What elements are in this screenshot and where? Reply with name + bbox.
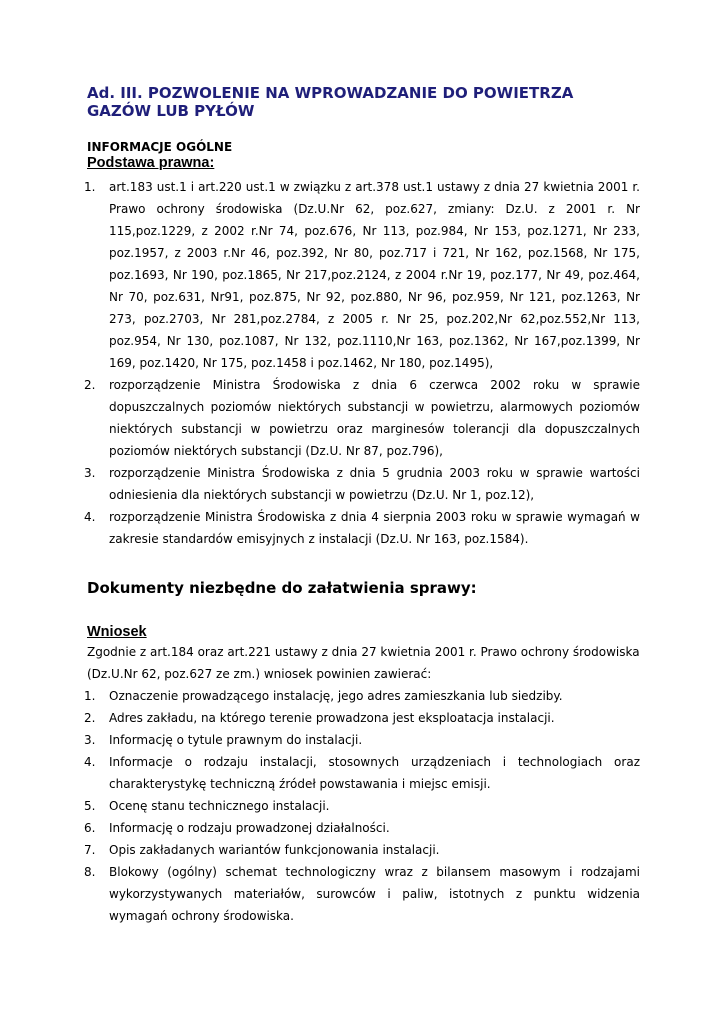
list-text: rozporządzenie Ministra Środowiska z dnia 5 grudnia 2003 roku w sprawie wartości odniesienia dla niektórych substancji w powietrzu (Dz.U. Nr 1, poz.12), <box>109 466 640 502</box>
list-item <box>84 729 640 751</box>
list-number: 1. <box>84 689 96 703</box>
list-item <box>84 462 640 506</box>
list-item <box>84 176 640 374</box>
list-text: Informacje o rodzaju instalacji, stosownych urządzeniach i technologiach oraz charakterystykę techniczną źródeł powstawania i miejsc emisji. <box>109 755 640 791</box>
list-number: 3. <box>84 466 96 480</box>
list-number: 3. <box>84 733 96 747</box>
list-text: Adres zakładu, na którego terenie prowadzona jest eksploatacja instalacji. <box>109 711 555 725</box>
list-item <box>84 707 640 729</box>
list-item <box>84 839 640 861</box>
list-item <box>84 506 640 550</box>
list-item <box>84 795 640 817</box>
application-intro: Zgodnie z art.184 oraz art.221 ustawy z dnia 27 kwietnia 2001 r. Prawo ochrony środowiska (Dz.U.Nr 62, poz.627 ze zm.) wniosek powinien zawierać: <box>87 645 640 681</box>
list-number: 6. <box>84 821 96 835</box>
list-text: Ocenę stanu technicznego instalacji. <box>109 799 330 813</box>
document-content <box>84 84 640 927</box>
list-number: 1. <box>84 180 96 194</box>
list-text: Opis zakładanych wariantów funkcjonowania instalacji. <box>109 843 440 857</box>
document-title <box>87 84 640 120</box>
list-number: 2. <box>84 711 96 725</box>
list-number: 5. <box>84 799 96 813</box>
document-title-line2: GAZÓW LUB PYŁÓW <box>87 102 255 120</box>
list-text: rozporządzenie Ministra Środowiska z dnia 6 czerwca 2002 roku w sprawie dopuszczalnych poziomów niektórych substancji w powietrzu, alarmowych poziomów niektórych substancji w powietrzu oraz marginesów tolerancji dla dopuszczalnych poziomów niektórych substancji (Dz.U. Nr 87, poz.796), <box>109 378 640 458</box>
application-heading: Wniosek <box>87 624 147 640</box>
list-item <box>84 685 640 707</box>
list-text: Informację o tytule prawnym do instalacji. <box>109 733 363 747</box>
documents-heading: Dokumenty niezbędne do załatwienia sprawy: <box>87 579 477 597</box>
list-number: 4. <box>84 755 96 769</box>
legal-basis-heading: Podstawa prawna: <box>87 155 215 171</box>
document-title-line1: Ad. III. POZWOLENIE NA WPROWADZANIE DO POWIETRZA <box>87 84 574 102</box>
list-item <box>84 374 640 462</box>
list-number: 7. <box>84 843 96 857</box>
info-heading: INFORMACJE OGÓLNE <box>87 140 233 154</box>
list-item <box>84 861 640 927</box>
list-number: 2. <box>84 378 96 392</box>
list-text: Blokowy (ogólny) schemat technologiczny wraz z bilansem masowym i rodzajami wykorzystywanych materiałów, surowców i paliw, istotnych z punktu widzenia wymagań ochrony środowiska. <box>109 865 640 923</box>
list-text: art.183 ust.1 i art.220 ust.1 w związku z art.378 ust.1 ustawy z dnia 27 kwietnia 2001 r. Prawo ochrony środowiska (Dz.U.Nr 62, poz.627, zmiany: Dz.U. z 2001 r. Nr 115,poz.1229, z 2002 r.Nr 74, poz.676, Nr 113, poz.984, Nr 153, poz.1271, Nr 233, poz.1957, z 2003 r.Nr 46, poz.392, Nr 80, poz.717 i 721, Nr 162, poz.1568, Nr 175, poz.1693, Nr 190, poz.1865, Nr 217,poz.2124, z 2004 r.Nr 19, poz.177, Nr 49, poz.464, Nr 70, poz.631, Nr91, poz.875, Nr 92, poz.880, Nr 96, poz.959, Nr 121, poz.1263, Nr 273, poz.2703, Nr 281,poz.2784, z 2005 r. Nr 25, poz.202,Nr 62,poz.552,Nr 113, poz.954, Nr 130, poz.1087, Nr 132, poz.1110,Nr 163, poz.1362, Nr 167,poz.1399, Nr 169, poz.1420, Nr 175, poz.1458 i poz.1462, Nr 180, poz.1495), <box>109 180 640 370</box>
list-item <box>84 817 640 839</box>
list-item <box>84 751 640 795</box>
list-text: rozporządzenie Ministra Środowiska z dnia 4 sierpnia 2003 roku w sprawie wymagań w zakresie standardów emisyjnych z instalacji (Dz.U. Nr 163, poz.1584). <box>109 510 640 546</box>
list-number: 4. <box>84 510 96 524</box>
legal-basis-list <box>84 176 640 550</box>
application-items-list <box>84 685 640 927</box>
list-text: Informację o rodzaju prowadzonej działalności. <box>109 821 390 835</box>
list-text: Oznaczenie prowadzącego instalację, jego adres zamieszkania lub siedziby. <box>109 689 563 703</box>
list-number: 8. <box>84 865 96 879</box>
